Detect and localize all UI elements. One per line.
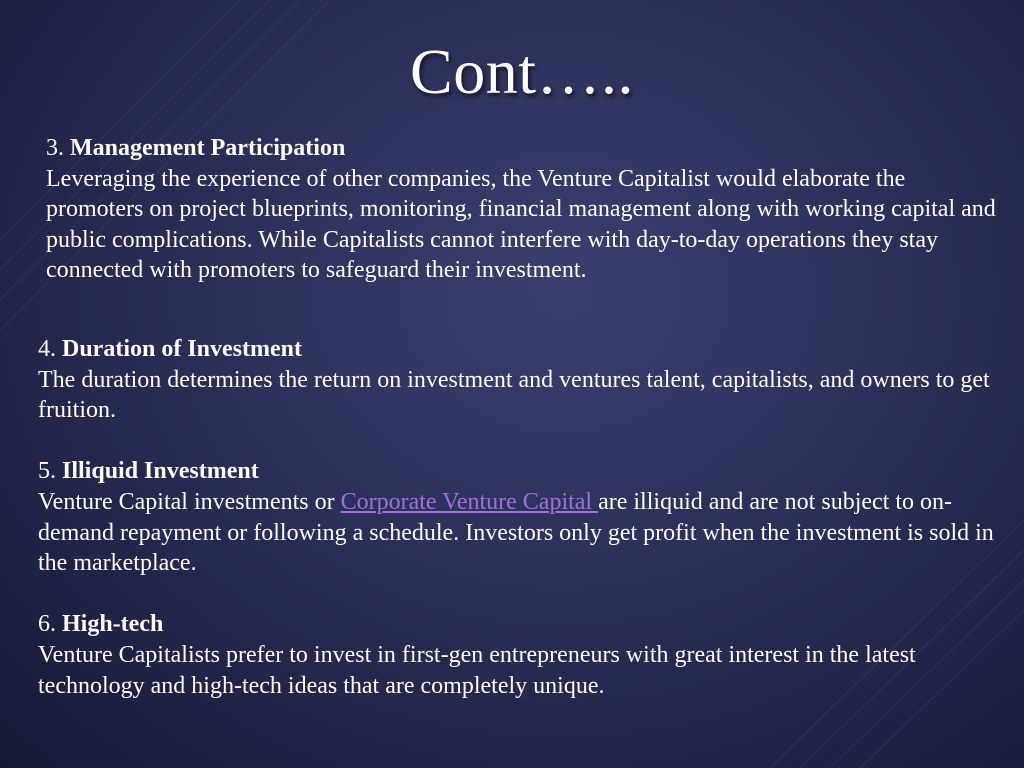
section-body: The duration determines the return on investment and ventures talent, capitalists, and owners to get fruition.	[38, 366, 990, 424]
spacer	[38, 426, 998, 457]
section-heading: Duration of Investment	[62, 336, 302, 362]
sections-container	[38, 334, 998, 701]
section-management-participation	[46, 133, 1006, 286]
body-text: Venture Capital investments or	[38, 488, 341, 515]
slide-title: Cont…..	[410, 36, 634, 107]
section-number: 5.	[38, 458, 56, 485]
section-heading: Illiquid Investment	[62, 458, 259, 485]
section-heading: Management Participation	[70, 135, 346, 161]
section-heading: High-tech	[62, 611, 164, 638]
section-number: 6.	[38, 611, 56, 638]
body-text: are illiquid and are not subject to on-demand repayment or following a schedule. Investors only get profit when the investment is sold in the marketplace.	[38, 488, 994, 577]
section-body: Venture Capitalists prefer to invest in first-gen entrepreneurs with great interest in the latest technology and high-tech ideas that are completely unique.	[38, 641, 916, 699]
section-duration-of-investment	[38, 334, 998, 426]
section-number: 4.	[38, 336, 56, 362]
section-illiquid-investment	[38, 456, 998, 578]
section-body: Leveraging the experience of other companies, the Venture Capitalist would elaborate the promoters on project blueprints, monitoring, financial management along with working capital and public complications. While Capitalists cannot interfere with day-to-day operations they stay connected with promoters to safeguard their investment.	[46, 165, 996, 284]
corporate-venture-capital-link[interactable]: Corporate Venture Capital	[340, 488, 599, 515]
section-heading-line	[38, 334, 998, 365]
spacer	[38, 579, 998, 610]
section-heading-line	[38, 609, 998, 640]
section-heading-line	[46, 133, 1006, 164]
section-number: 3.	[46, 135, 64, 161]
section-body	[38, 487, 998, 579]
section-heading-line	[38, 456, 998, 487]
section-high-tech	[38, 609, 998, 701]
